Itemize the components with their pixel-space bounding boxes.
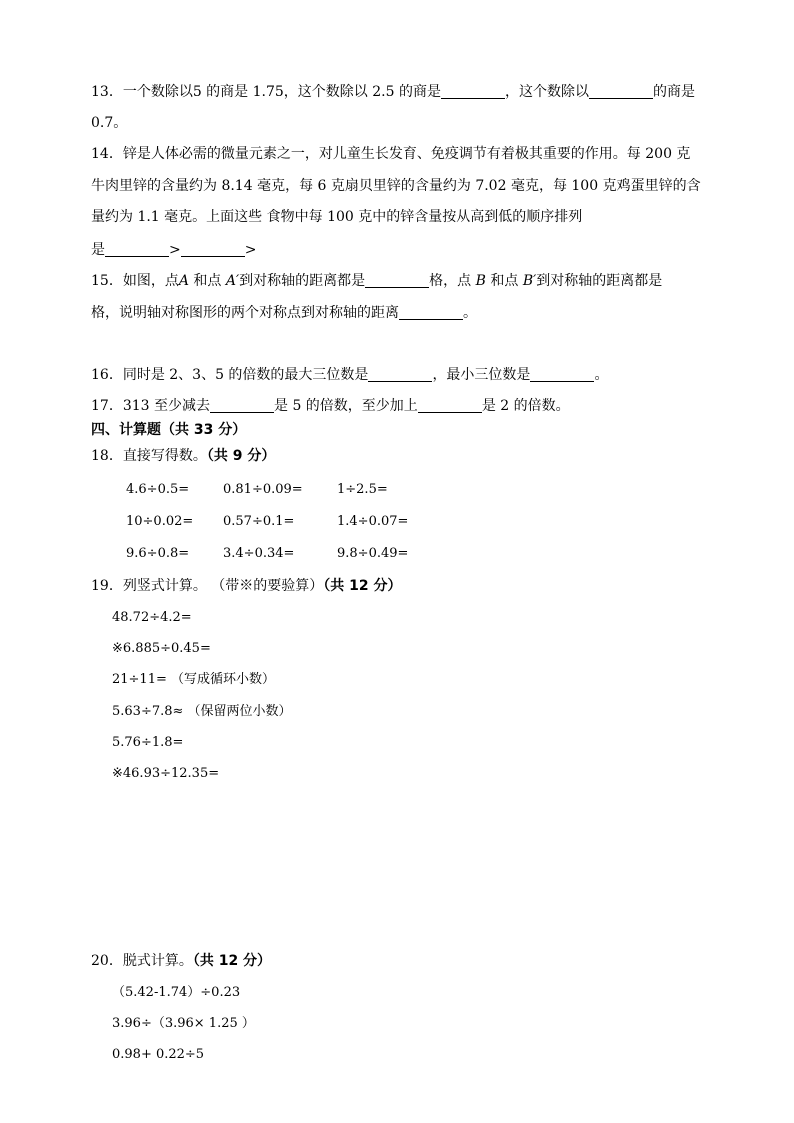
q15-text-b: 到对称轴的距离都是 [239,273,366,289]
q16-text-a: 16．同时是 2、3、5 的倍数的最大三位数是 [91,367,369,383]
q14-text-a: 是 [91,242,105,258]
answer-blank[interactable] [441,84,505,99]
q18-item: 10÷0.02= [126,514,194,529]
answer-blank[interactable] [418,398,482,413]
point-a-prime-label: A′ [225,273,240,289]
q19-item: 5.76÷1.8= [112,735,184,750]
answer-blank[interactable] [368,367,432,382]
q18-item: 0.81÷0.09= [223,482,303,497]
q15-and: 和点 [188,273,226,289]
question-14-line-3: 量约为 1.1 毫克。上面这些 食物中每 100 克中的锌含量按从高到低的顺序排列 [91,209,583,225]
q20-item: （5.42-1.74）÷0.23 [112,985,241,1000]
q15-and: 和点 [485,273,523,289]
q18-item: 1÷2.5= [337,482,388,497]
q19-score: （共 12 分） [323,578,402,594]
answer-blank[interactable] [181,242,245,257]
question-14-line-1: 14．锌是人体必需的微量元素之一，对儿童生长发育、免疫调节有着极其重要的作用。每 200 克 [91,146,691,162]
q15-text-l2b: 。 [463,305,477,321]
question-13-line-1 [91,84,695,99]
q16-text-b: ，最小三位数是 [432,367,531,383]
q17-text-c: 是 2 的倍数。 [481,398,570,414]
question-14-line-4 [91,242,256,257]
q18-item: 4.6÷0.5= [126,482,190,497]
q18-item: 0.57÷0.1= [223,514,295,529]
q19-item: 21÷11= （写成循环小数） [112,672,276,687]
answer-blank[interactable] [399,305,463,320]
q20-title-text: 20．脱式计算。 [91,953,193,969]
question-17 [91,398,570,413]
q19-item: 48.72÷4.2= [112,610,192,625]
section-4-heading: 四、计算题（共 33 分） [91,422,247,438]
q18-item: 3.4÷0.34= [223,546,295,561]
answer-blank[interactable] [589,84,653,99]
q17-text-a: 17．313 至少减去 [91,398,210,414]
point-b-label: B [475,273,486,289]
greater-than: > [244,242,257,258]
answer-blank[interactable] [210,398,274,413]
q20-score: （共 12 分） [192,953,272,969]
q15-text-d: 到对称轴的距离都是 [536,273,663,289]
q19-item: 5.63÷7.8≈ （保留两位小数） [112,704,292,719]
q15-text-a: 15．如图，点 [91,273,179,289]
question-14-line-2: 牛肉里锌的含量约为 8.14 毫克，每 6 克扇贝里锌的含量约为 7.02 毫克，每 100 克鸡蛋里锌的含 [91,178,701,194]
q18-score: （共 9 分） [206,448,276,464]
answer-blank[interactable] [105,242,169,257]
question-19-title [91,579,402,593]
point-a-label: A [178,273,189,289]
q20-item: 3.96÷（3.96× 1.25 ） [112,1016,255,1031]
q18-title-text: 18．直接写得数。 [91,448,207,464]
q15-text-l2a: 格，说明轴对称图形的两个对称点到对称轴的距离 [91,305,399,321]
q18-item: 9.8÷0.49= [337,546,409,561]
q19-item: ※46.93÷12.35= [112,766,220,781]
answer-blank[interactable] [530,367,594,382]
q20-item: 0.98+ 0.22÷5 [112,1047,205,1062]
answer-blank[interactable] [365,273,429,288]
q18-item: 1.4÷0.07= [337,514,409,529]
question-13-line-2: 0.7。 [91,115,128,131]
q18-item: 9.6÷0.8= [126,546,190,561]
question-16 [91,367,608,382]
q15-text-c: 格，点 [429,273,476,289]
question-15-line-1 [91,273,662,288]
question-15-line-2 [91,305,477,320]
point-b-prime-label: B′ [522,273,537,289]
q13-text-c: 的商是 [652,84,695,100]
greater-than: > [169,242,181,258]
question-20-title [91,954,271,968]
q19-item: ※6.885÷0.45= [112,641,211,656]
q17-text-b: 是 5 的倍数，至少加上 [274,398,418,414]
q16-text-c: 。 [594,367,609,383]
question-18-title [91,449,275,463]
q13-text-b: ，这个数除以 [504,84,589,100]
q13-text-a: 13．一个数除以5 的商是 1.75，这个数除以 2.5 的商是 [91,84,441,100]
q19-title-text: 19．列竖式计算。 （带※的要验算） [91,578,324,594]
